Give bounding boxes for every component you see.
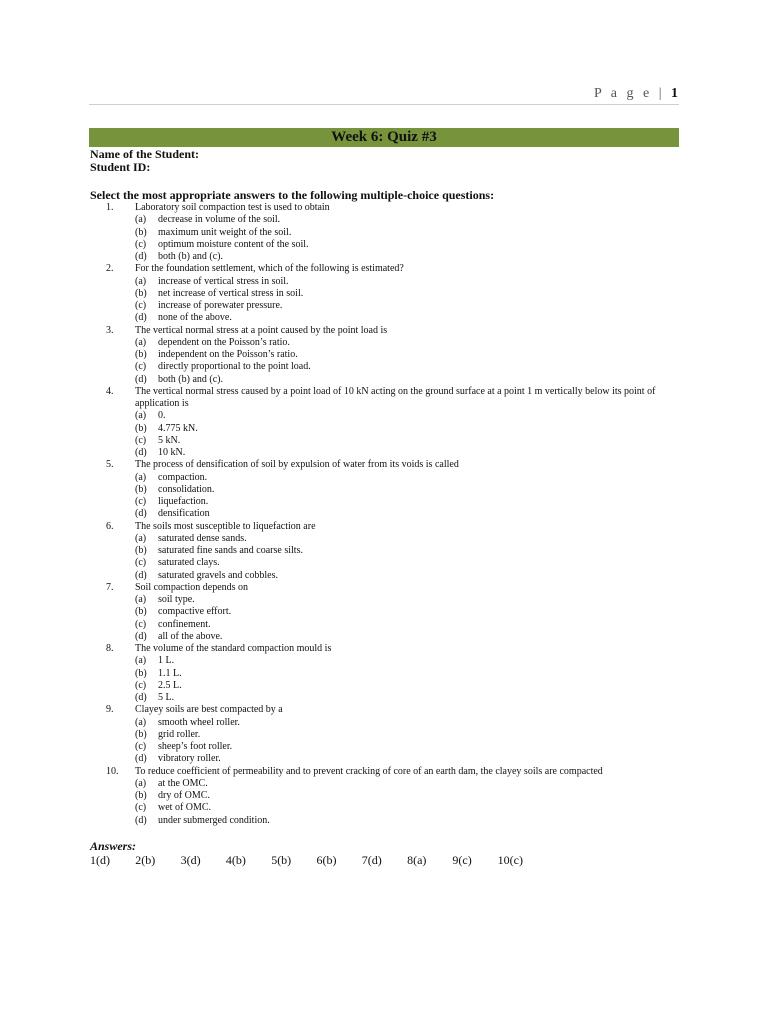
option-letter: (c) (135, 361, 147, 373)
option-letter: (a) (135, 594, 147, 605)
option-letter: (c) (135, 618, 147, 630)
option-letter: (d) (135, 692, 147, 703)
option-text: all of the above. (158, 630, 223, 642)
option-text: vibratory roller. (158, 753, 221, 765)
option-item (90, 374, 682, 386)
option-item (90, 496, 682, 508)
question-number: 6. (106, 520, 114, 532)
option-item (90, 361, 682, 373)
question-number: 3. (106, 324, 114, 336)
question-2 (90, 263, 682, 275)
option-letter: (d) (135, 447, 147, 458)
answer-item: 3(d) (180, 853, 201, 867)
question-number: 5. (106, 459, 114, 471)
question-text: Clayey soils are best compacted by a (135, 704, 283, 716)
question-text: The process of densification of soil by expulsion of water from its voids is called (135, 459, 459, 471)
option-letter: (d) (135, 312, 147, 324)
question-number: 7. (106, 581, 114, 593)
student-id-label: Student ID: (90, 160, 151, 174)
option-text: 0. (158, 410, 166, 422)
question-number: 10. (106, 765, 119, 777)
option-text: 2.5 L. (158, 679, 182, 691)
option-text: saturated clays. (158, 557, 220, 569)
option-item (90, 447, 682, 459)
question-5 (90, 459, 682, 471)
option-item (90, 276, 682, 288)
question-number: 8. (106, 643, 114, 654)
option-item (90, 251, 682, 263)
option-item (90, 815, 682, 827)
option-letter: (b) (135, 790, 147, 801)
option-letter: (b) (135, 349, 147, 360)
option-letter: (d) (135, 373, 147, 385)
question-7 (90, 582, 682, 594)
option-item (90, 692, 682, 704)
answer-item: 7(d) (361, 853, 382, 867)
option-text: maximum unit weight of the soil. (158, 226, 292, 238)
option-item (90, 668, 682, 680)
option-text: dependent on the Poisson’s ratio. (158, 336, 290, 348)
question-8 (90, 643, 682, 655)
answer-item: 5(b) (271, 853, 292, 867)
option-item (90, 545, 682, 557)
option-item (90, 790, 682, 802)
page-label: P a g e | (594, 86, 665, 101)
option-item (90, 337, 682, 349)
option-text: saturated fine sands and coarse silts. (158, 545, 303, 556)
page-header (594, 86, 678, 102)
option-letter: (c) (135, 802, 147, 814)
option-letter: (b) (135, 483, 147, 495)
answers-title: Answers: (90, 839, 137, 853)
option-letter: (d) (135, 630, 147, 642)
option-letter: (b) (135, 728, 147, 740)
header-divider (89, 104, 679, 105)
option-item (90, 680, 682, 692)
option-text: 5 kN. (158, 434, 181, 446)
question-4 (90, 386, 682, 411)
option-text: both (b) and (c). (158, 373, 223, 385)
option-item (90, 753, 682, 765)
option-item (90, 570, 682, 582)
option-item (90, 508, 682, 520)
option-item (90, 484, 682, 496)
option-text: 1.1 L. (158, 667, 182, 679)
option-text: independent on the Poisson’s ratio. (158, 349, 298, 360)
option-letter: (b) (135, 606, 147, 618)
option-letter: (b) (135, 287, 147, 299)
answer-item: 4(b) (225, 853, 246, 867)
option-item (90, 802, 682, 814)
question-9 (90, 704, 682, 716)
answer-item: 2(b) (135, 853, 156, 867)
option-item (90, 631, 682, 643)
option-letter: (a) (135, 410, 147, 422)
option-letter: (d) (135, 814, 147, 826)
option-text: increase of vertical stress in soil. (158, 275, 289, 287)
option-letter: (b) (135, 545, 147, 556)
question-10 (90, 766, 682, 778)
option-text: wet of OMC. (158, 802, 212, 814)
instructions: Select the most appropriate answers to the following multiple-choice questions: (90, 188, 495, 202)
option-text: compactive effort. (158, 606, 232, 618)
question-text: The volume of the standard compaction mould is (135, 643, 332, 654)
student-name-label: Name of the Student: (90, 147, 199, 161)
option-text: 10 kN. (158, 447, 186, 458)
option-text: densification (158, 508, 210, 520)
question-number: 4. (106, 385, 114, 397)
option-letter: (c) (135, 557, 147, 569)
question-3 (90, 325, 682, 337)
question-text: The soils most susceptible to liquefaction are (135, 520, 316, 532)
answer-item: 1(d) (90, 853, 110, 867)
option-text: smooth wheel roller. (158, 716, 240, 728)
question-text: To reduce coefficient of permeability and to prevent cracking of core of an earth dam, the clayey soils are compacted (135, 765, 603, 777)
option-letter: (a) (135, 336, 147, 348)
answer-item: 9(c) (452, 853, 472, 867)
option-letter: (a) (135, 655, 147, 667)
option-text: grid roller. (158, 728, 201, 740)
option-text: dry of OMC. (158, 790, 210, 801)
question-text: Soil compaction depends on (135, 581, 249, 593)
option-letter: (c) (135, 238, 147, 250)
question-text: The vertical normal stress at a point caused by the point load is (135, 324, 388, 336)
option-item (90, 729, 682, 741)
option-text: compaction. (158, 471, 208, 483)
question-number: 1. (106, 202, 114, 213)
option-item (90, 288, 682, 300)
option-letter: (c) (135, 679, 147, 691)
answer-item: 8(a) (407, 853, 427, 867)
option-letter: (b) (135, 226, 147, 238)
option-text: saturated dense sands. (158, 532, 247, 544)
option-item (90, 655, 682, 667)
option-item (90, 349, 682, 361)
option-item (90, 717, 682, 729)
option-item (90, 533, 682, 545)
option-text: 1 L. (158, 655, 175, 667)
option-item (90, 778, 682, 790)
option-item (90, 227, 682, 239)
option-letter: (b) (135, 422, 147, 434)
option-text: 4.775 kN. (158, 422, 198, 434)
option-letter: (d) (135, 569, 147, 581)
option-text: both (b) and (c). (158, 251, 223, 262)
option-item (90, 557, 682, 569)
option-item (90, 312, 682, 324)
option-letter: (a) (135, 716, 147, 728)
option-letter: (a) (135, 275, 147, 287)
option-text: liquefaction. (158, 496, 209, 507)
page-number: 1 (671, 86, 678, 101)
question-list (90, 202, 682, 827)
option-text: none of the above. (158, 312, 232, 324)
option-letter: (c) (135, 741, 147, 752)
option-text: decrease in volume of the soil. (158, 214, 281, 226)
answers-row (90, 853, 543, 867)
option-letter: (d) (135, 508, 147, 520)
option-text: sheep’s foot roller. (158, 741, 233, 752)
option-letter: (a) (135, 777, 147, 789)
option-item (90, 300, 682, 312)
option-letter: (b) (135, 667, 147, 679)
option-text: at the OMC. (158, 777, 208, 789)
question-text: Laboratory soil compaction test is used to obtain (135, 202, 330, 213)
quiz-title: Week 6: Quiz #3 (89, 128, 679, 147)
option-letter: (a) (135, 471, 147, 483)
option-letter: (a) (135, 214, 147, 226)
option-letter: (c) (135, 496, 147, 507)
question-text: The vertical normal stress caused by a point load of 10 kN acting on the ground surface at a point 1 m vertically below its point of application is (135, 385, 656, 409)
question-number: 2. (106, 263, 114, 275)
option-item (90, 606, 682, 618)
option-item (90, 594, 682, 606)
option-text: 5 L. (158, 692, 175, 703)
option-item (90, 619, 682, 631)
option-item (90, 435, 682, 447)
option-letter: (d) (135, 251, 147, 262)
option-item (90, 410, 682, 422)
option-item (90, 214, 682, 226)
option-letter: (c) (135, 300, 147, 311)
option-item (90, 741, 682, 753)
option-item (90, 423, 682, 435)
option-text: increase of porewater pressure. (158, 300, 283, 311)
option-letter: (d) (135, 753, 147, 765)
question-number: 9. (106, 704, 114, 716)
option-text: directly proportional to the point load. (158, 361, 311, 373)
question-text: For the foundation settlement, which of the following is estimated? (135, 263, 404, 275)
answer-item: 10(c) (497, 853, 523, 867)
option-item (90, 239, 682, 251)
option-item (90, 472, 682, 484)
option-text: consolidation. (158, 483, 215, 495)
question-1 (90, 202, 682, 214)
option-text: under submerged condition. (158, 814, 270, 826)
option-letter: (a) (135, 532, 147, 544)
question-6 (90, 521, 682, 533)
option-text: optimum moisture content of the soil. (158, 238, 309, 250)
option-letter: (c) (135, 434, 147, 446)
answer-item: 6(b) (316, 853, 337, 867)
option-text: soil type. (158, 594, 195, 605)
option-text: saturated gravels and cobbles. (158, 569, 278, 581)
option-text: net increase of vertical stress in soil. (158, 287, 304, 299)
option-text: confinement. (158, 618, 211, 630)
